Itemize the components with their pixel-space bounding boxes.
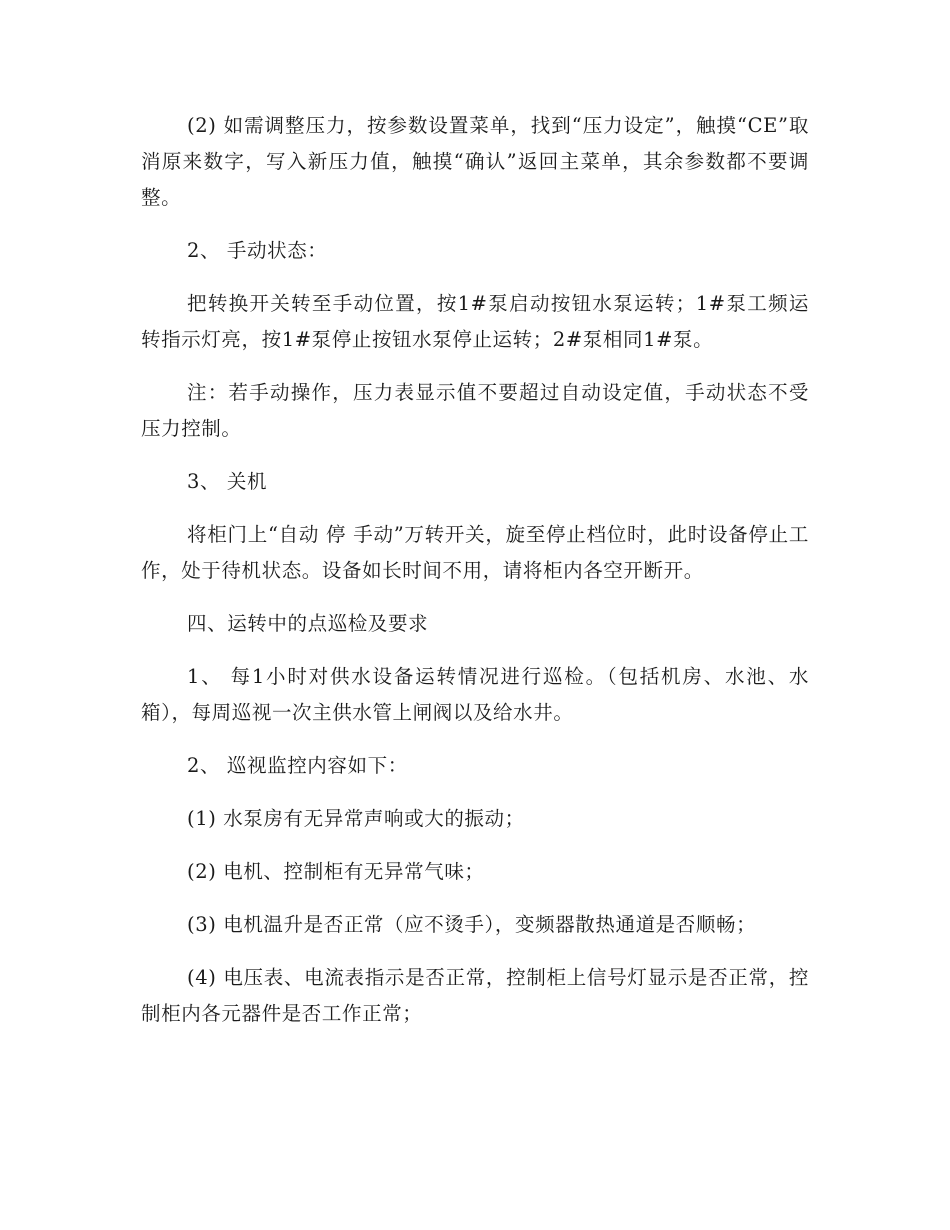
section-heading-inspection: 四、运转中的点巡检及要求 xyxy=(187,612,429,635)
paragraph-manual-note: 注：若手动操作，压力表显示值不要超过自动设定值，手动状态不受压力控制。 xyxy=(141,381,809,440)
document-body xyxy=(141,108,809,1049)
heading-inspection-content: 2、 巡视监控内容如下： xyxy=(187,754,408,777)
paragraph-shutdown: 将柜门上“自动 停 手动”万转开关，旋至停止档位时，此时设备停止工作，处于待机状态。设备如长时间不用，请将柜内各空开断开。 xyxy=(141,523,809,582)
list-item-temperature: (3) 电机温升是否正常（应不烫手），变频器散热通道是否顺畅； xyxy=(187,913,757,936)
list-item-noise-vibration: (1) 水泵房有无异常声响或大的振动； xyxy=(187,807,525,830)
list-item-odor: (2) 电机、控制柜有无异常气味； xyxy=(187,860,485,883)
heading-shutdown: 3、 关机 xyxy=(187,470,268,493)
list-item-meters-signals: (4) 电压表、电流表指示是否正常，控制柜上信号灯显示是否正常，控制柜内各元器件是否工作正常； xyxy=(141,966,809,1025)
heading-manual-mode: 2、 手动状态： xyxy=(187,239,328,262)
paragraph-pressure-adjust: (2) 如需调整压力，按参数设置菜单，找到“压力设定”，触摸“CE”取消原来数字，写入新压力值，触摸“确认”返回主菜单，其余参数都不要调整。 xyxy=(141,114,809,209)
paragraph-manual-operation: 把转换开关转至手动位置，按1#泵启动按钮水泵运转；1#泵工频运转指示灯亮，按1#泵停止按钮水泵停止运转；2#泵相同1#泵。 xyxy=(141,292,809,351)
paragraph-inspection-frequency: 1、 每1小时对供水设备运转情况进行巡检。（包括机房、水池、水箱），每周巡视一次主供水管上闸阀以及给水井。 xyxy=(141,665,809,724)
